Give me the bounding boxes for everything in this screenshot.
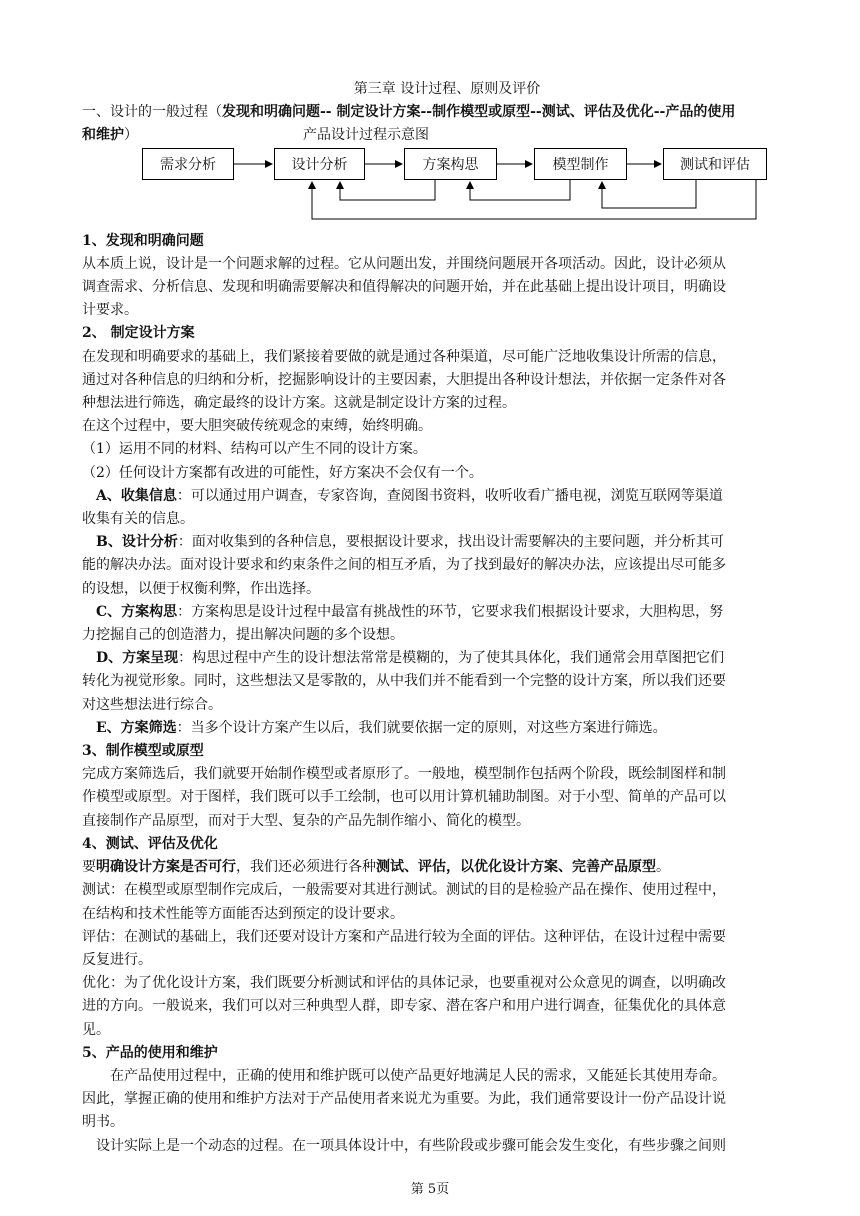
heading-5 [82,1042,782,1065]
heading-2-text: 2、 制定设计方案 [82,325,195,342]
item-b-text-0: ：面对收集到的各种信息，要根据设计要求，找出设计需要解决的主要问题，并分析其可 [177,534,724,551]
p4-line-0: 测试：在模型或原型制作完成后，一般需要对其进行测试。测试的目的是检验产品在操作、使用过程中， [82,882,726,899]
item-b-cont-1: 能的解决办法。面对设计要求和约束条件之间的相互矛盾，为了找到最好的解决办法，应该提出尽可能多 [82,557,726,574]
p2-line-3: 在这个过程中，要大胆突破传统观念的束缚，始终明确。 [82,418,432,435]
item-b-cont-2: 的设想，以便于权衡利弊，作出选择。 [82,580,320,597]
document-page [82,78,782,1158]
item-a-text-0: ：可以通过用户调查，专家咨询，查阅图书资料，收听收看广播电视，浏览互联网等渠道 [176,487,723,504]
heading-1 [82,230,782,253]
heading-4-text: 4、测试、评估及优化 [82,835,218,852]
item-a [82,485,782,508]
diagram-caption: 产品设计过程示意图 [303,127,429,144]
p2-line-4: （1）运用不同的材料、结构可以产生不同的设计方案。 [82,441,427,458]
p4-lead-d: 测试、评估，以优化设计方案、完善产品原型 [376,859,656,876]
section1-close: ） [124,127,138,144]
section1-heading-cont [82,124,782,147]
item-b-label: B、设计分析 [96,534,178,551]
p4-lead [82,856,782,879]
box-concept: 方案构思 [404,148,497,180]
p1-line-1: 调查需求、分析信息、发现和明确需要解决和值得解决的问题开始，并在此基础上提出设计项目，明确设 [82,279,726,296]
item-d-text-0: ：构思过程中产生的设计想法常常是模糊的，为了使其具体化，我们通常会用草图把它们 [178,650,725,667]
item-e [82,717,782,740]
p1-line-0: 从本质上说，设计是一个问题求解的过程。它从问题出发，并围绕问题展开各项活动。因此，设计必须从 [82,255,726,272]
page-number: 第 5页 [410,1182,450,1197]
p4-lead-e: 。 [656,859,670,876]
p4-lead-c: ，我们还必须进行各种 [236,859,376,876]
section1-lead: 一、设计的一般过程（ [82,104,222,121]
p2-line-1: 通过对各种信息的归纳和分析，挖掘影响设计的主要因素，大胆提出各种设计想法，并依据一定条件对各 [82,371,726,388]
item-c-label: C、方案构思 [96,603,178,620]
section1-heading [82,101,782,124]
box-model-making: 模型制作 [534,148,627,180]
process-diagram [82,148,782,230]
box-test-evaluate: 测试和评估 [663,148,767,180]
heading-5-text: 5、产品的使用和维护 [82,1044,218,1061]
p1-line-2: 计要求。 [82,302,138,319]
box-requirement-analysis: 需求分析 [142,148,234,180]
heading-3 [82,740,782,763]
item-b [82,531,782,554]
p3-line-1: 作模型或原型。对于图样，我们既可以手工绘制，也可以用计算机辅助制图。对于小型、简单的产品可以 [82,789,726,806]
item-c [82,601,782,624]
p4-lead-a: 要 [82,859,96,876]
item-e-label: E、方案筛选 [96,719,177,736]
p4-line-6: 见。 [82,1021,110,1038]
box-design-analysis: 设计分析 [274,148,365,180]
p5-line-1: 因此，掌握正确的使用和维护方法对于产品使用者来说尤为重要。为此，我们通常要设计一份产品设计说 [82,1091,726,1108]
p4-line-5: 进的方向。一般说来，我们可以对三种典型人群，即专家、潜在客户和用户进行调查，征集优化的具体意 [82,998,726,1015]
p4-line-3: 反复进行。 [82,951,152,968]
item-d [82,647,782,670]
heading-4 [82,833,782,856]
section1-steps: 发现和明确问题-- 制定设计方案--制作模型或原型--测试、评估及优化--产品的使用 [222,104,736,121]
p4-line-4: 优化：为了优化设计方案，我们既要分析测试和评估的具体记录，也要重视对公众意见的调查，以明确改 [82,975,726,992]
p2-line-0: 在发现和明确要求的基础上，我们紧接着要做的就是通过各种渠道，尽可能广泛地收集设计所需的信息， [82,348,726,365]
item-d-label: D、方案呈现 [96,650,179,667]
section1-steps-cont: 和维护 [82,127,124,144]
chapter-title: 第三章 设计过程、原则及评价 [353,81,541,97]
p5-line-2: 明书。 [82,1114,124,1131]
p3-line-0: 完成方案筛选后，我们就要开始制作模型或者原形了。一般地，模型制作包括两个阶段，既绘制图样和制 [82,766,726,783]
heading-2 [82,322,782,345]
p3-line-2: 直接制作产品原型，而对于大型、复杂的产品先制作缩小、简化的模型。 [82,812,530,829]
p4-line-1: 在结构和技术性能等方面能否达到预定的设计要求。 [82,905,404,922]
p5-line-0: 在产品使用过程中，正确的使用和维护既可以使产品更好地满足人民的需求，又能延长其使用寿命。 [110,1067,726,1084]
item-e-text: ：当多个设计方案产生以后，我们就要依据一定的原则，对这些方案进行筛选。 [176,719,667,736]
p2-line-2: 种想法进行筛选，确定最终的设计方案。这就是制定设计方案的过程。 [82,395,516,412]
item-c-text-0: ：方案构思是设计过程中最富有挑战性的环节，它要求我们根据设计要求，大胆构思，努 [177,603,724,620]
p4-lead-b: 明确设计方案是否可行 [96,859,236,876]
p6-line-0: 设计实际上是一个动态的过程。在一项具体设计中，有些阶段或步骤可能会发生变化，有些步骤之间则 [96,1137,726,1154]
item-d-cont-2: 对这些想法进行综合。 [82,696,222,713]
item-d-cont-1: 转化为视觉形象。同时，这些想法又是零散的，从中我们并不能看到一个完整的设计方案，所以我们还要 [82,673,726,690]
item-c-cont: 力挖掘自己的创造潜力，提出解决问题的多个设想。 [82,627,404,644]
item-a-label: A、收集信息 [96,487,177,504]
loop-3 [602,180,696,208]
p4-line-2: 评估：在测试的基础上，我们还要对设计方案和产品进行较为全面的评估。这种评估，在设计过程中需要 [82,928,726,945]
heading-1-text: 1、发现和明确问题 [82,232,204,249]
heading-3-text: 3、制作模型或原型 [82,743,204,760]
p2-line-5: （2）任何设计方案都有改进的可能性，好方案决不会仅有一个。 [82,464,483,481]
loop-1 [340,180,435,200]
item-a-cont: 收集有关的信息。 [82,511,194,528]
loop-2 [470,180,570,200]
